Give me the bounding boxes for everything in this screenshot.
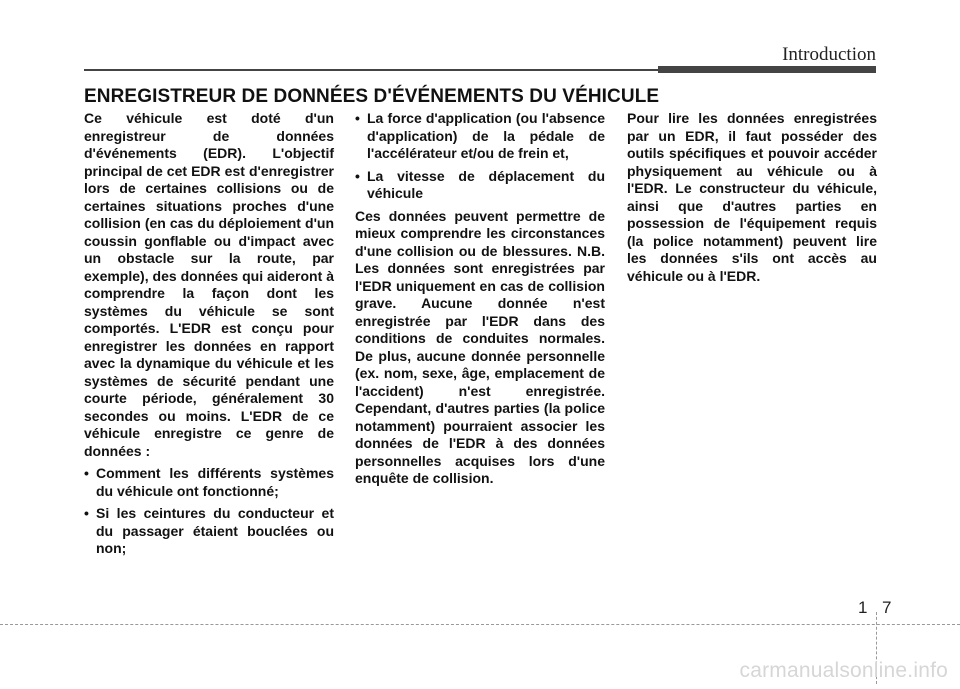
column-2-body: Ces données peuvent permettre de mieux comprendre les circonstances d'une collision ou de blessures. N.B. Les données sont enregistrées par l'EDR uniquement en cas de collision grave. Aucune donnée n'est enregistrée par l'EDR dans des conditions de conduites normales. De plus, aucune donnée personnelle (ex. nom, sexe, âge, emplacement de l'accident) n'est enregistrée. Cependant, d'autres parties (la police notamment) pourraient associer les données de l'EDR à des données personnelles acquises lors d'une enquête de collision.	[355, 207, 605, 486]
header-tab-bar	[658, 66, 876, 73]
page-number: 7	[882, 598, 892, 617]
column-2-bullet-list	[355, 110, 605, 203]
list-item: • Comment les différents systèmes du véhicule ont fonctionné;	[84, 465, 334, 499]
header-rule	[84, 69, 660, 71]
list-item: • Si les ceintures du conducteur et du passager étaient bouclées ou non;	[84, 505, 334, 556]
list-item: • La force d'application (ou l'absence d'application) de la pédale de l'accélérateur et/ou de frein et,	[355, 110, 605, 161]
section-title: ENREGISTREUR DE DONNÉES D'ÉVÉNEMENTS DU VÉHICULE	[84, 86, 660, 107]
bullet-icon: •	[355, 110, 360, 126]
bullet-icon: •	[355, 167, 360, 184]
column-1	[84, 110, 334, 563]
watermark: carmanualsonline.info	[739, 659, 948, 682]
bullet-icon: •	[84, 465, 89, 481]
chapter-number: 1	[858, 598, 868, 617]
column-3	[627, 110, 877, 290]
column-3-body: Pour lire les données enregistrées par un EDR, il faut posséder des outils spécifiques et pouvoir accéder physiquement au véhicule ou à l'EDR. Le constructeur du véhicule, ainsi que d'autres parties en possession de l'équipement requis (la police notamment) peuvent lire les données s'ils ont accès au véhicule ou à l'EDR.	[627, 110, 877, 284]
header-title: Introduction	[782, 44, 876, 65]
column-1-bullet-list	[84, 465, 334, 558]
list-item: • La vitesse de déplacement du véhicule	[355, 167, 605, 201]
footer-rule	[0, 624, 960, 625]
column-1-intro: Ce véhicule est doté d'un enregistreur de données d'événements (EDR). L'objectif principal de cet EDR est d'enregistrer lors de certaines collisions ou de certaines situations proches d'une collision (en cas du déploiement d'un coussin gonflable ou d'impact avec un obstacle sur la route, par exemple), des données qui aideront à comprendre la façon dont les systèmes du véhicule se sont comportés. L'EDR est conçu pour enregistrer les données en rapport avec la dynamique du véhicule et les systèmes de sécurité pendant une courte période, généralement 30 secondes ou moins. L'EDR de ce véhicule enregistre ce genre de données :	[84, 110, 334, 459]
bullet-icon: •	[84, 505, 89, 521]
column-2	[355, 110, 605, 493]
